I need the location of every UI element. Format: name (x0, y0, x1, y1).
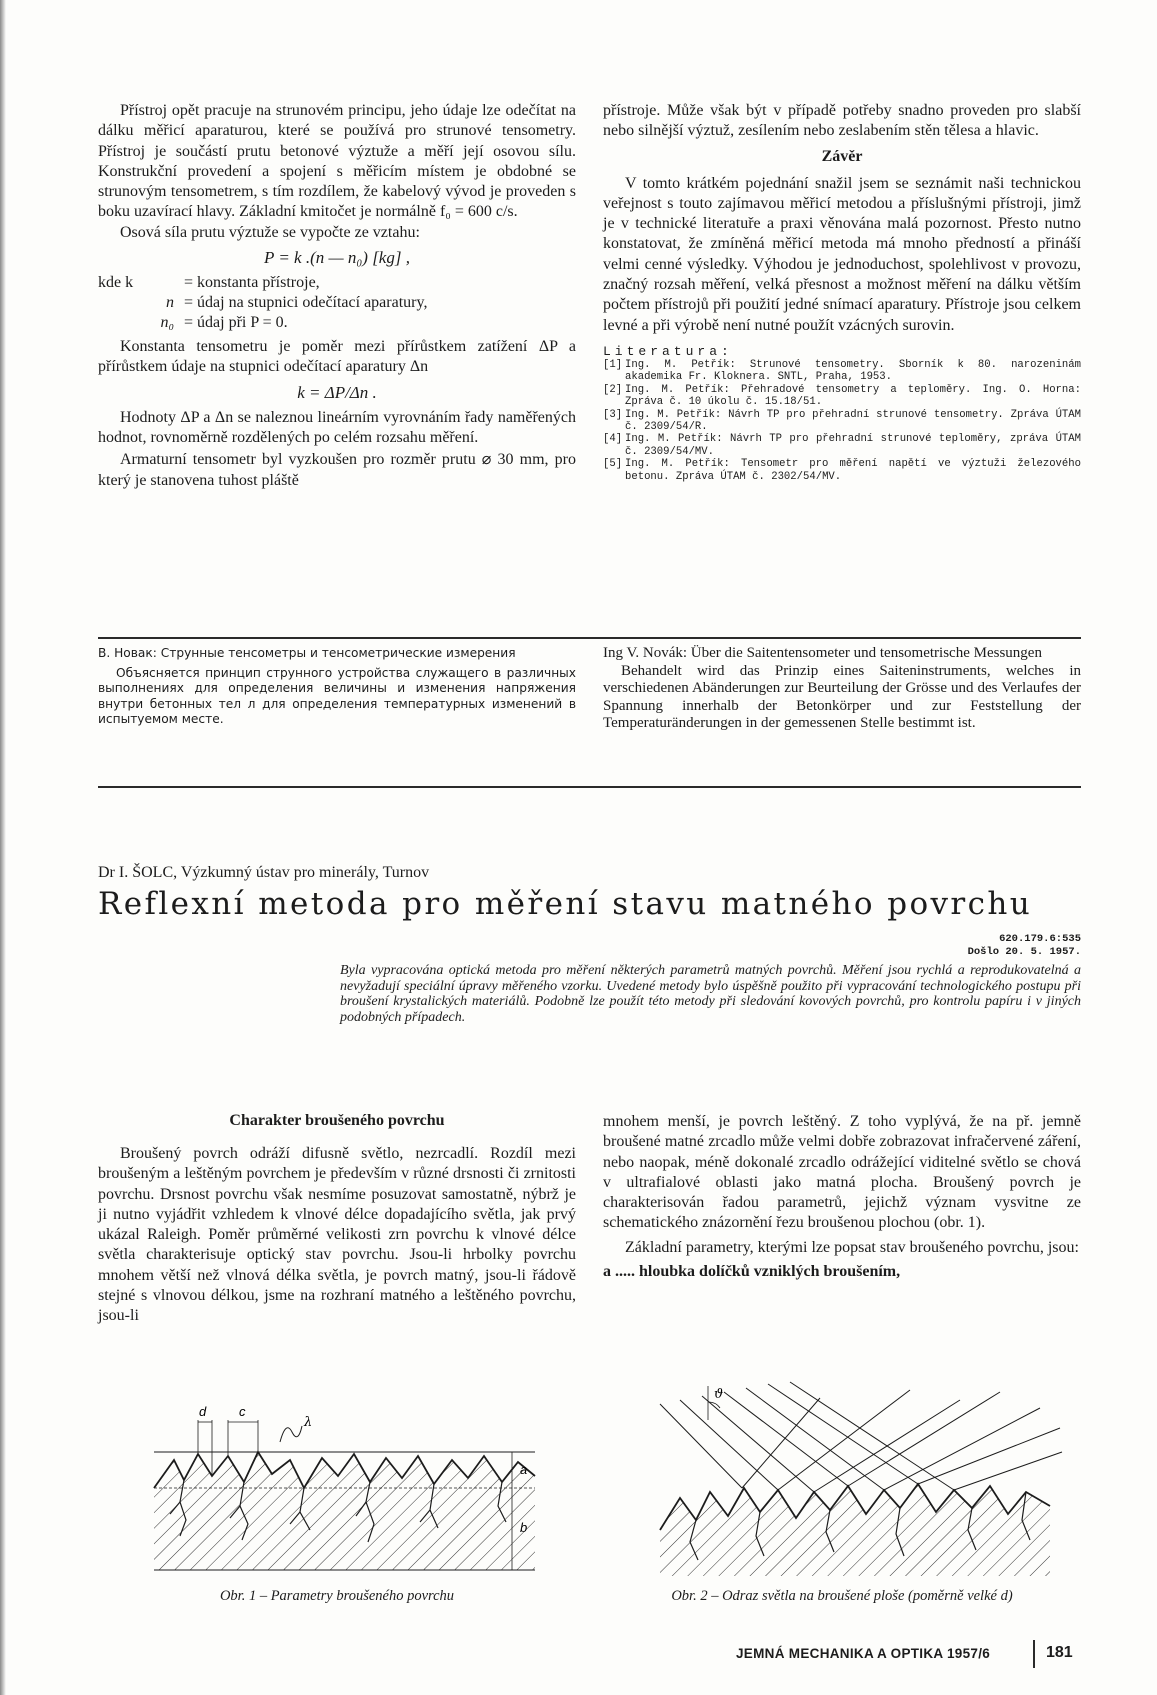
paragraph: přístroje. Může však být v případě potřeby snadno proveden pro slabší nebo silnější výztuž, zesílením nebo zeslabením stěn tělesa a hlavic. (603, 102, 1081, 140)
fig1-label-c: c (239, 1404, 246, 1419)
divider (98, 786, 1081, 788)
summary-body: Объясняется принцип струнного устройства служащего в различных выполнениях для определения величины и изменения напряжения внутри бетонных тел л для определения температурных изменений в испытуемом месте. (98, 665, 576, 726)
definition-list (98, 273, 576, 333)
reference-item (603, 458, 1081, 483)
summary-title: Ing V. Novák: Über die Saitentensometer und tensometrische Messungen (603, 645, 1042, 661)
definition-term: n₀ (160, 314, 174, 332)
definition-term: n (166, 294, 174, 312)
divider (98, 637, 1081, 639)
left-column-top (98, 101, 576, 491)
references-list (603, 359, 1081, 483)
summary-russian (98, 646, 576, 728)
references-heading: Literatura: (603, 343, 733, 359)
paragraph: Osová síla prutu výztuže se vypočte ze vztahu: (120, 223, 420, 241)
article-meta (900, 933, 1081, 959)
definition-value: = konstanta přístroje, (184, 274, 320, 292)
fig1-label-lambda: λ (304, 1415, 313, 1430)
reference-item (603, 409, 1081, 434)
parameter-item: a ..... hloubka dolíčků vzniklých broušením, (603, 1263, 901, 1281)
reference-number: [4] (603, 433, 623, 446)
footer-divider (1033, 1640, 1035, 1668)
fig1-label-d: d (199, 1404, 207, 1419)
article-abstract: Byla vypracována optická metoda pro měření některých parametrů matných povrchů. Měření jsou rychlá a reprodukovatelná a nevyžadují speciální úpravy měřeného vzorku. Uvedené metody bylo úspěšně použito při vypracování technologického postupu při broušení krystalických materiálů. Podobně lze použít této metody při sledování kovových povrchů, pro kontrolu papíru i v jiných podobných případech. (340, 963, 1081, 1025)
reference-text: Ing. M. Petřík: Strunové tensometry. Sborník k 80. narozeninám akademika Fr. Kloknera. SNTL, Praha, 1953. (625, 358, 1081, 384)
fig1-label-a: a (520, 1462, 528, 1477)
reference-item (603, 359, 1081, 384)
reference-number: [3] (603, 408, 623, 421)
article-author: Dr I. ŠOLC, Výzkumný ústav pro minerály, Turnov (98, 864, 430, 881)
article-left-column (98, 1112, 576, 1327)
figure-1 (140, 1402, 550, 1582)
fig1-label-b: b (520, 1520, 528, 1535)
footer-journal: JEMNÁ MECHANIKA A OPTIKA 1957/6 (736, 1646, 991, 1661)
reference-text: Ing. M. Petřík: Návrh TP pro přehradní strunové tensometry. Zpráva ÚTAM č. 2309/54/R. (625, 408, 1081, 433)
udc-code: 620.179.6:535 (999, 933, 1081, 945)
section-heading: Závěr (821, 147, 863, 165)
paragraph: V tomto krátkém pojednání snažil jsem se seznámit naši technickou veřejnost s touto zajímavou měřicí metodou a příslušnými přístroji, jimž je v technické literatuře a praxi věnována malá pozornost. Přesto nutno konstatovat, že zmíněná měřicí metoda má mnoho předností a přináší velmi cenné výsledky. Výhodou je jednoduchost, spolehlivost v provozu, značný rozsah měření, velká přesnost a možnost měření na dálku větším počtem přístrojů při použití jedné snímací aparatury. Přístroje jsou celkem levné a při výrobě není nutné použít vzácných surovin. (603, 174, 1081, 334)
equation: P = k .(n — n₀) [kg] , (264, 248, 410, 268)
received-date: Došlo 20. 5. 1957. (967, 946, 1081, 958)
paragraph: Armaturní tensometr byl vyzkoušen pro rozměr prutu ⌀ 30 mm, pro který je stanovena tuhost pláště (98, 451, 576, 489)
fig2-label-theta: ϑ (714, 1387, 724, 1402)
summary-german (603, 645, 1081, 733)
equation: k = ΔP/Δn . (297, 382, 377, 402)
page-number: 181 (1046, 1644, 1073, 1661)
figure-1-caption: Obr. 1 – Parametry broušeného povrchu (219, 1588, 455, 1604)
right-column-top (603, 101, 1081, 483)
summary-title: В. Новак: Струнные тенсометры и тенсометрические измерения (98, 646, 516, 660)
paragraph: Konstanta tensometru je poměr mezi přírůstkem zatížení ΔP a přírůstkem údaje na stupnici odečítací aparatury Δn (98, 338, 576, 376)
definition-term: kde k (98, 274, 134, 292)
reference-text: Ing. M. Petřík: Přehradové tensometry a teploměry. Ing. O. Horna: Zpráva č. 10 úkolu č. 15.18/51. (625, 383, 1081, 409)
reference-item (603, 384, 1081, 409)
binding-shadow (0, 0, 6, 1695)
reference-number: [1] (603, 358, 623, 371)
paragraph: Broušený povrch odráží difusně světlo, nezrcadlí. Rozdíl mezi broušeným a leštěným povrchem je především v různé drsnosti či zrnitosti povrchu. Drsnost povrchu však nesmíme posuzovat samostatně, nýbrž je ji nutno vyjádřit vzhledem k vlnové délce dopadajícího světla, jak prvý ukázal Raleigh. Poměr průměrné velikosti zrn povrchu k vlnové délce světla charakterisuje optický stav povrchu. Jsou-li hrbolky povrchu mnohem větší než vlnová délka světla, je povrch matný, jsou-li řádově stejné s vlnovou délkou, jsme na rozhraní matného a leštěného povrchu, jsou-li (98, 1145, 576, 1325)
reference-number: [2] (603, 383, 623, 396)
summary-body: Behandelt wird das Prinzip eines Saiteninstruments, welches in verschiedenen Abänderungen zur Beurteilung der Grösse und des Verlaufes der Spannung innerhalb der Betonkörper und zur Feststellung der Temperaturänderungen in der gemessenen Stelle bestimmt ist. (603, 662, 1081, 732)
figure-2-caption: Obr. 2 – Odraz světla na broušené ploše (poměrně velké d) (671, 1588, 1013, 1604)
paragraph: Přístroj opět pracuje na strunovém principu, jeho údaje lze odečítat na dálku měřicí aparaturou, které se používá pro strunové tensometry. Přístroj je součástí prutu betonové výztuže a měří její osovou sílu. Konstrukční provedení a spojení s měřicím místem je obdobné se strunovým tensometrem, s tím rozdílem, že kabelový vývod je proveden s boku uzavírací hlavy. Základní kmitočet je normálně f₀ = 600 c/s. (98, 102, 576, 221)
definition-value: = údaj při P = 0. (184, 314, 288, 332)
definition-value: = údaj na stupnici odečítací aparatury, (184, 294, 428, 312)
figure-2 (650, 1380, 1070, 1580)
paragraph: Základní parametry, kterými lze popsat stav broušeného povrchu, jsou: (625, 1238, 1079, 1256)
paragraph: mnohem menší, je povrch leštěný. Z toho vyplývá, že na př. jemně broušené matné zrcadlo může velmi dobře zobrazovat infračervené záření, nebo naopak, méně dokonalé zrcadlo odrážející viditelné světlo se chová v ultrafialové oblasti jako matná plocha. Broušený povrch je charakterisován řadou parametrů, jejichž význam vysvitne ze schematického znázornění řezu broušenou plochou (obr. 1). (603, 1113, 1081, 1232)
article-right-column (603, 1112, 1081, 1282)
reference-text: Ing. M. Petřík: Tensometr pro měření napětí ve výztuži železového betonu. Zpráva ÚTAM č. 2302/54/MV. (625, 458, 1081, 483)
reference-number: [5] (603, 458, 623, 471)
reference-item (603, 433, 1081, 458)
article-title: Reflexní metoda pro měření stavu matného povrchu (98, 886, 1033, 922)
section-heading: Charakter broušeného povrchu (229, 1112, 445, 1129)
paragraph: Hodnoty ΔP a Δn se naleznou lineárním vyrovnáním řady naměřených hodnot, rovnoměrně rozdělených po celém rozsahu měření. (98, 408, 576, 446)
reference-text: Ing. M. Petřík: Návrh TP pro přehradní strunové teploměry, zpráva ÚTAM č. 2309/54/MV. (625, 433, 1081, 458)
